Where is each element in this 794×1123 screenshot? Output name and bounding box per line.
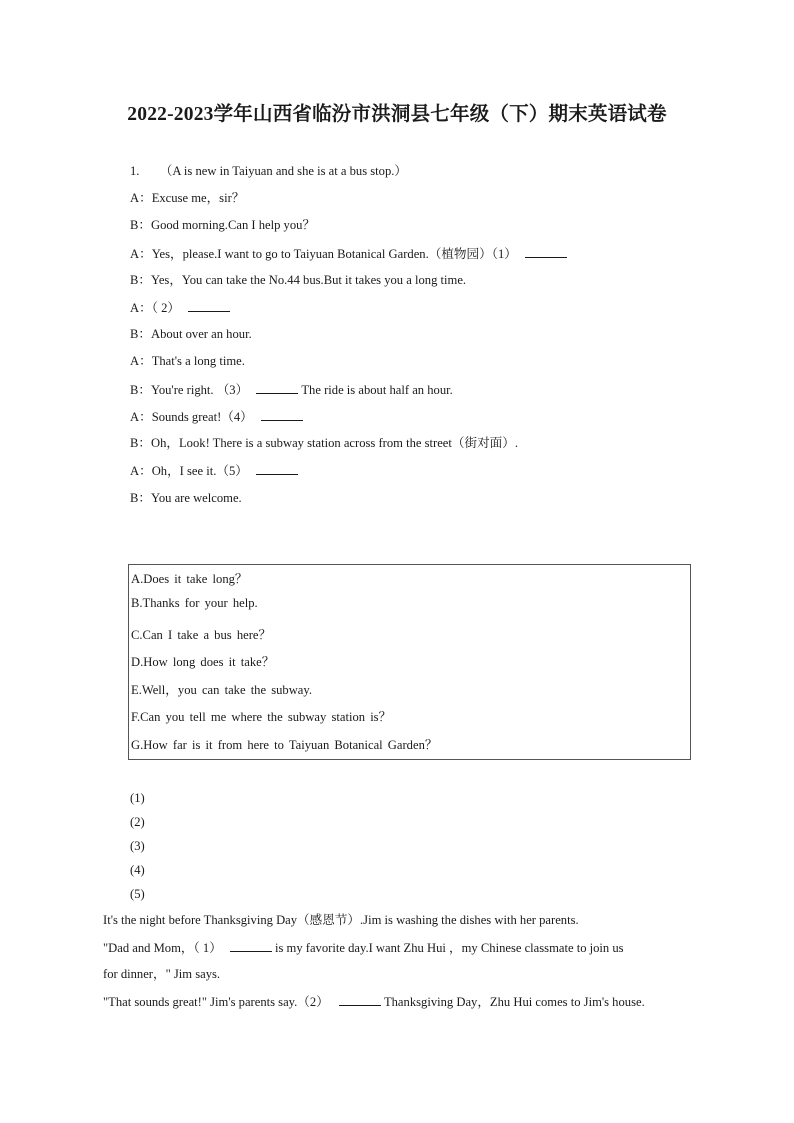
dialogue-line: A：Excuse me，sir？ [130, 191, 245, 205]
question-context: （A is new in Taiyuan and she is at a bus stop.） [159, 164, 408, 178]
dialogue-line: A：That's a long time. [130, 354, 245, 368]
dialogue-line: B：About over an hour. [130, 327, 252, 341]
dialogue-line: B：Yes，You can take the No.44 bus.But it takes you a long time. [130, 273, 467, 287]
answer-number-5: (5) [130, 887, 145, 901]
answer-blank[interactable] [256, 381, 298, 394]
passage-line: "Dad and Mom，（ 1） is my favorite day.I want Zhu Hui ，my Chinese classmate to join us [103, 941, 624, 955]
page-title: 2022-2023学年山西省临汾市洪洞县七年级（下）期末英语试卷 [127, 104, 667, 125]
passage-line: for dinner，" Jim says. [103, 967, 221, 981]
dialogue-line: A：Sounds great!（4） [130, 408, 303, 425]
answer-blank[interactable] [256, 462, 298, 475]
passage-line: It's the night before Thanksgiving Day（感恩节）.Jim is washing the dishes with her parents. [103, 913, 579, 927]
dialogue-line: B：You are welcome. [130, 491, 242, 505]
question-number: 1. [130, 164, 140, 178]
option-e: E.Well，you can take the subway. [131, 683, 313, 697]
answer-blank[interactable] [230, 939, 272, 952]
dialogue-line: B：Good morning.Can I help you？ [130, 218, 316, 232]
answer-number-3: (3) [130, 839, 145, 853]
options-box [128, 564, 691, 760]
option-c: C.Can I take a bus here？ [131, 628, 272, 642]
dialogue-line: A：Yes，please.I want to go to Taiyuan Botanical Garden.（植物园）（1） [130, 245, 567, 262]
answer-blank[interactable] [188, 299, 230, 312]
option-f: F.Can you tell me where the subway station is？ [131, 710, 392, 724]
question-intro [130, 163, 407, 179]
option-d: D.How long does it take？ [131, 655, 275, 669]
dialogue-line: B：Oh，Look! There is a subway station across from the street（街对面）. [130, 436, 519, 450]
dialogue-line: A：（ 2） [130, 299, 230, 316]
answer-number-4: (4) [130, 863, 145, 877]
passage-line: "That sounds great!" Jim's parents say.（2） Thanksgiving Day，Zhu Hui comes to Jim's house. [103, 995, 645, 1009]
option-g: G.How far is it from here to Taiyuan Botanical Garden？ [131, 738, 438, 752]
answer-blank[interactable] [339, 993, 381, 1006]
answer-number-2: (2) [130, 815, 145, 829]
answer-number-1: (1) [130, 791, 145, 805]
dialogue-line: B：You're right. （3） The ride is about half an hour. [130, 383, 453, 397]
option-b: B.Thanks for your help. [131, 596, 258, 610]
answer-blank[interactable] [525, 245, 567, 258]
answer-blank[interactable] [261, 408, 303, 421]
dialogue-line: A：Oh，I see it.（5） [130, 462, 298, 479]
option-a: A.Does it take long？ [131, 572, 248, 586]
